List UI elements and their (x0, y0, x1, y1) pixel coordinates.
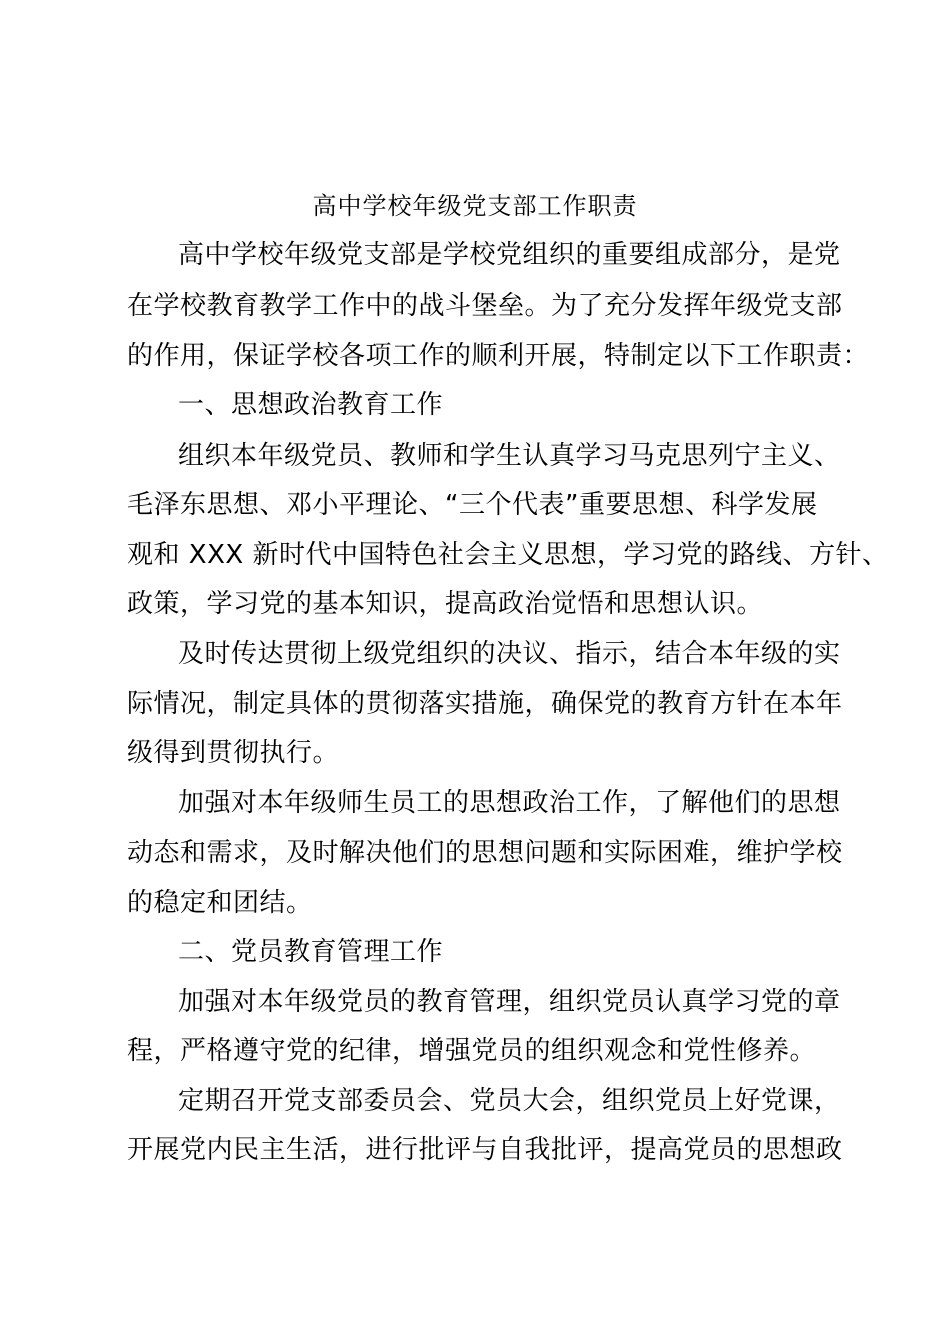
paragraph-line: 定期召开党支部委员会、党员大会，组织党员上好党课， (178, 1086, 841, 1116)
paragraph-line: 观和 XXX 新时代中国特色社会主义思想，学习党的路线、方针、 (127, 540, 889, 570)
paragraph-line: 程，严格遵守党的纪律，增强党员的组织观念和党性修养。 (127, 1036, 817, 1066)
paragraph-line: 的作用，保证学校各项工作的顺利开展，特制定以下工作职责： (127, 341, 870, 371)
paragraph-line: 组织本年级党员、教师和学生认真学习马克思列宁主义、 (178, 441, 841, 471)
section-heading: 二、党员教育管理工作 (178, 937, 444, 967)
paragraph-line: 际情况，制定具体的贯彻落实措施，确保党的教育方针在本年 (127, 689, 843, 719)
paragraph-line: 高中学校年级党支部是学校党组织的重要组成部分，是党 (178, 240, 841, 270)
section-heading: 一、思想政治教育工作 (178, 390, 444, 420)
paragraph-line: 毛泽东思想、邓小平理论、“三个代表”重要思想、科学发展 (127, 490, 818, 520)
paragraph-line: 加强对本年级师生员工的思想政治工作，了解他们的思想 (178, 788, 841, 818)
paragraph-line: 加强对本年级党员的教育管理，组织党员认真学习党的章 (178, 987, 841, 1017)
paragraph-line: 及时传达贯彻上级党组织的决议、指示，结合本年级的实 (178, 639, 841, 669)
document-title: 高中学校年级党支部工作职责 (312, 192, 638, 220)
paragraph-line: 的稳定和团结。 (127, 888, 313, 918)
paragraph-line: 级得到贯彻执行。 (127, 738, 340, 768)
paragraph-line: 动态和需求，及时解决他们的思想问题和实际困难，维护学校 (127, 838, 843, 868)
paragraph-line: 在学校教育教学工作中的战斗堡垒。为了充分发挥年级党支部 (127, 291, 843, 321)
paragraph-line: 政策，学习党的基本知识，提高政治觉悟和思想认识。 (127, 589, 764, 619)
paragraph-line: 开展党内民主生活，进行批评与自我批评，提高党员的思想政 (127, 1135, 843, 1165)
